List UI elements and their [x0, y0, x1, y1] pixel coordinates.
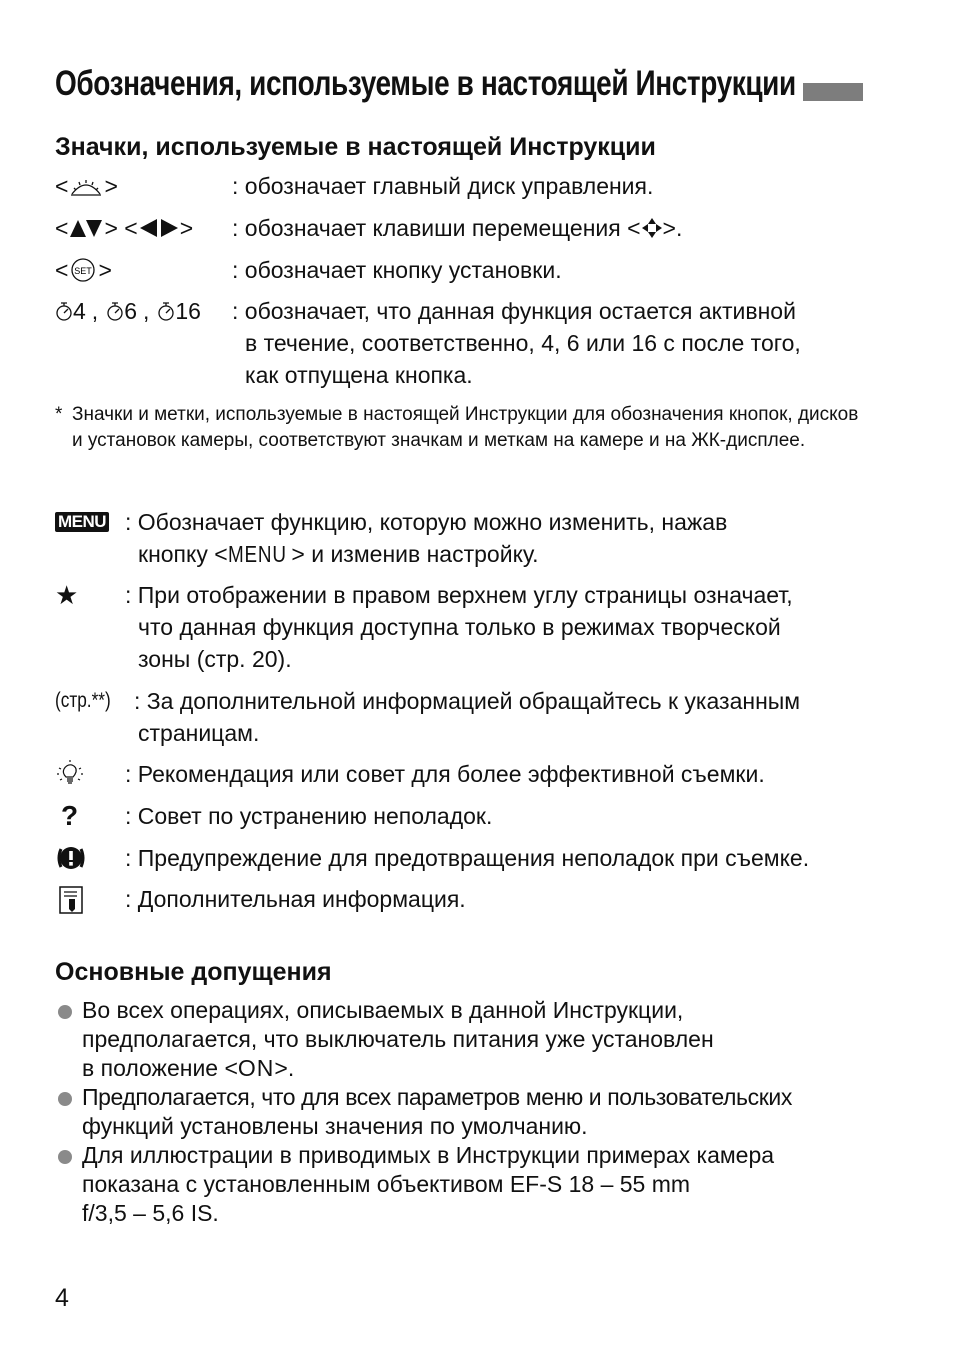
title-bar-decoration: [803, 83, 863, 101]
timer-line: : обозначает, что данная функция остается активной: [232, 298, 796, 324]
page-ref-text: (стр.**): [55, 689, 111, 712]
left-right-arrows-icon: [138, 217, 180, 239]
bullet-line: предполагается, что выключатель питания уже установлен: [82, 1026, 714, 1052]
memo-icon: [55, 883, 85, 915]
troubleshooting-description: : Совет по устранению неполадок.: [125, 803, 493, 829]
timer-icon: [157, 300, 175, 322]
legend-line: страницам.: [138, 720, 260, 746]
angle-open: <: [55, 215, 69, 241]
angle-open: <: [55, 257, 69, 283]
star-icon: ★: [55, 580, 79, 610]
timer-line: в течение, соответственно, 4, 6 или 16 с после того,: [245, 330, 801, 356]
bullet-line: Для иллюстрации в приводимых в Инструкции примерах камера: [82, 1142, 775, 1168]
bullet-dot: [58, 1092, 72, 1106]
legend-line: : Обозначает функцию, которую можно изменить, нажав: [125, 509, 728, 535]
list-item: [58, 1141, 872, 1228]
legend-line: что данная функция доступна только в режимах творческой: [138, 614, 781, 640]
menu-icon: [55, 506, 109, 538]
timer-6: 6: [124, 298, 137, 324]
warning-description: : Предупреждение для предотвращения неполадок при съемке.: [125, 845, 810, 871]
bullet-line: f/3,5 – 5,6 IS.: [82, 1200, 219, 1226]
timer-16: 16: [175, 298, 201, 324]
bullet-line: Предполагается, что для всех параметров меню и пользовательских: [82, 1084, 792, 1110]
cross-keys-icon: [641, 217, 663, 239]
comma: ,: [142, 298, 150, 324]
cross-keys-text-end: >.: [662, 215, 683, 241]
angle-open: <: [55, 173, 69, 199]
menu-description: [125, 506, 727, 570]
menu-icon-label: MENU: [55, 512, 109, 532]
bullet-line: показана с установленным объективом EF-S 18 – 55 mm: [82, 1171, 691, 1197]
bullet-line: функций установлены значения по умолчанию.: [82, 1113, 588, 1139]
hint-description: : Рекомендация или совет для более эффективной съемки.: [125, 761, 765, 787]
page-ref-description: [134, 685, 800, 749]
cross-keys-text: : обозначает клавиши перемещения <: [232, 215, 641, 241]
svg-text:SET: SET: [74, 266, 93, 276]
angle-close: >: [104, 173, 118, 199]
bullet-text: >.: [274, 1055, 295, 1081]
menu-label: MENU: [227, 541, 287, 567]
timer-4: 4: [73, 298, 86, 324]
main-dial-description: : обозначает главный диск управления.: [232, 173, 654, 199]
angle-middle: > <: [104, 215, 138, 241]
star-description: [125, 579, 793, 675]
warning-icon: [55, 842, 87, 874]
legend-line: : За дополнительной информацией обращайтесь к указанным: [134, 688, 801, 714]
page-number: 4: [55, 1284, 69, 1312]
set-button-icon: [68, 257, 98, 283]
icons-section-heading: Значки, используемые в настоящей Инструкции: [55, 133, 656, 161]
lightbulb-icon: [55, 758, 85, 790]
symbol-main-dial: [55, 170, 118, 202]
timer-icon: [55, 300, 73, 322]
list-item: [58, 996, 872, 1083]
assumptions-heading: Основные допущения: [55, 958, 332, 986]
legend-line: зоны (стр. 20).: [138, 646, 292, 672]
legend-line: [125, 538, 727, 570]
up-down-arrows-icon: [68, 217, 104, 239]
bullet-line: [82, 1054, 872, 1083]
cross-keys-description: [232, 212, 682, 244]
symbol-cross-keys: [55, 212, 193, 244]
bullet-line: Во всех операциях, описываемых в данной Инструкции,: [82, 997, 684, 1023]
legend-line: : При отображении в правом верхнем углу страницы означает,: [125, 582, 793, 608]
page-title: Обозначения, используемые в настоящей Инструкции: [55, 64, 796, 103]
on-label: ON: [237, 1055, 275, 1081]
bullet-dot: [58, 1150, 72, 1164]
note-text: Значки и метки, используемые в настоящей Инструкции для обозначения кнопок, дисков и установок камеры, соответствуют значкам и меткам на камере и на ЖК-дисплее.: [72, 404, 859, 451]
symbol-timer: [55, 295, 201, 327]
timer-icon: [106, 300, 124, 322]
timer-description: [232, 295, 801, 391]
bullet-dot: [58, 1005, 72, 1019]
legend-text: кнопку <: [138, 541, 228, 567]
angle-close: >: [98, 257, 112, 283]
comma: ,: [91, 298, 99, 324]
page-ref-label: [55, 685, 123, 717]
list-item: [58, 1083, 872, 1141]
assumptions-list: [58, 996, 872, 1228]
bullet-text: в положение <: [82, 1055, 238, 1081]
symbol-set: [55, 254, 112, 286]
question-icon: ?: [61, 800, 79, 831]
angle-close: >: [179, 215, 194, 241]
note-asterisk: *: [55, 404, 63, 425]
main-dial-icon: [68, 174, 104, 198]
memo-description: : Дополнительная информация.: [125, 886, 466, 912]
set-description: : обозначает кнопку установки.: [232, 257, 562, 283]
timer-line: как отпущена кнопка.: [245, 362, 473, 388]
legend-text: > и изменив настройку.: [291, 541, 539, 567]
